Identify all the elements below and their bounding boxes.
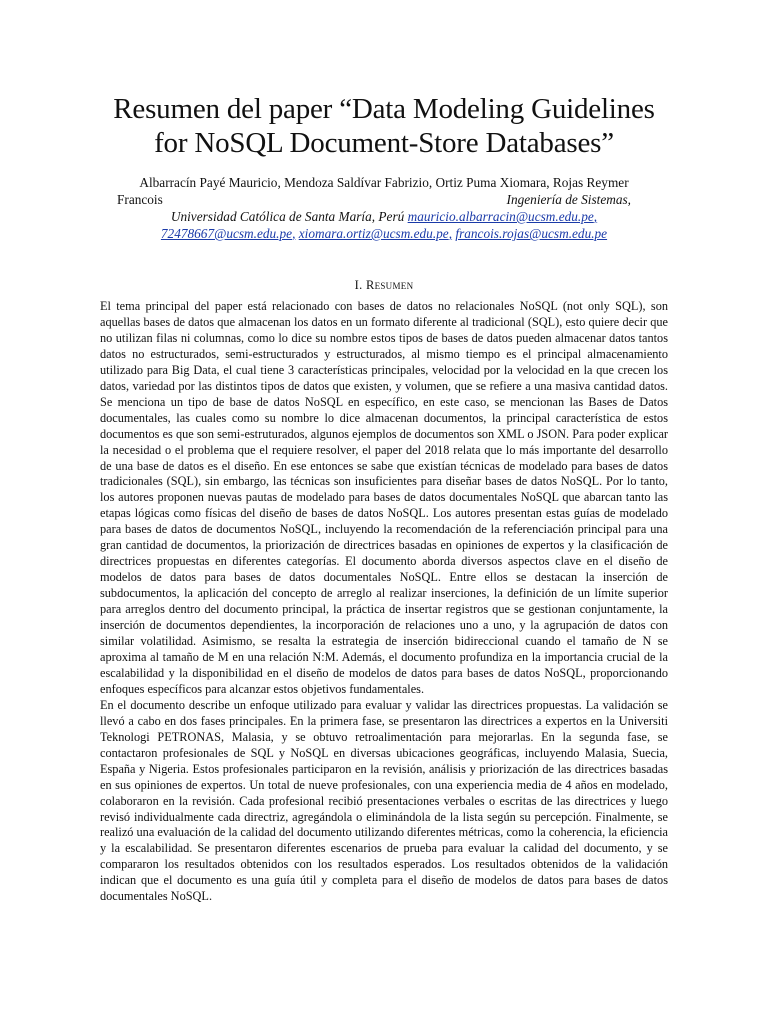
- body-paragraph: En el documento describe un enfoque utilizado para evaluar y validar las directrices propuestas. La validación se llevó a cabo en dos fases principales. En la primera fase, se presentaron las directrices a expertos en la Universiti Teknologi PETRONAS, Malasia, y se obtuvo retroalimentación para mejorarlas. En la segunda fase, se contactaron profesionales de SQL y NoSQL en diversas ubicaciones geográficas, incluyendo Malasia, Suecia, España y Nigeria. Estos profesionales participaron en la revisión, análisis y priorización de las directrices basadas en sus opiniones de expertos. Un total de nueve profesionales, con una experiencia media de 4 años en modelado, colaboraron en la revisión. Cada profesional recibió presentaciones verbales o escritas de las directrices y luego revisó individualmente cada directriz, agregándola o eliminándola de la lista según su percepción. Finalmente, se realizó una evaluación de la calidad del documento utilizando diferentes métricas, como la coherencia, la eficiencia y la escalabilidad. Se presentaron diferentes escenarios de prueba para evaluar la calidad del documento, y se compararon los resultados obtenidos con los resultados esperados. Los resultados obtenidos de la validación indican que el documento es una guía útil y completa para el diseño de modelos de datos para bases de datos documentales NoSQL.: [100, 697, 668, 904]
- section-title: Resumen: [365, 278, 414, 292]
- university-name: Universidad Católica de Santa María, Perú: [170, 209, 405, 224]
- author-names: Albarracín Payé Mauricio, Mendoza Saldívar Fabrizio, Ortiz Puma Xiomara, Rojas Reymer: [139, 175, 629, 190]
- email-link[interactable]: francois.rojas@ucsm.edu.pe: [455, 226, 608, 241]
- section-number: I.: [354, 278, 363, 292]
- affiliation-line: Universidad Católica de Santa María, Perú mauricio.albarracin@ucsm.edu.pe,: [170, 209, 598, 224]
- title-line-1: Resumen del paper “Data Modeling Guidelines: [113, 93, 655, 125]
- email-line: 72478667@ucsm.edu.pe, xiomara.ortiz@ucsm.edu.pe, francois.rojas@ucsm.edu.pe: [160, 226, 608, 241]
- author-department: Ingeniería de Sistemas,: [506, 192, 631, 207]
- body-paragraph: El tema principal del paper está relacionado con bases de datos no relacionales NoSQL (not only SQL), son aquellas bases de datos que almacenan los datos en un formato diferente al tradicional (SQL), esto quiere decir que no utilizan filas ni columnas, como lo dice su nombre estos tipos de bases de datos pueden almacenar datos tantos datos no estructurados, semi-estructurados y estructurados, al mismo tiempo es el principal almacenamiento utilizado para Big Data, el cual tiene 3 características principales, velocidad por la velocidad en la que crecen los datos, variedad por las distintos tipos de datos que existen, y volumen, que se refiere a una masiva cantidad datos. Se menciona un tipo de base de datos NoSQL en específico, en este caso, se mencionan las Bases de Datos documentales, las cuales como su nombre lo dice almacenan documentos, la principal característica de estos documentos es que son semi-estruturados, algunos ejemplos de documentos son XML o JSON. Para poder explicar la necesidad o el problema que el requiere resolver, el paper del 2018 relata que lo más importante del desarrollo de una base de datos es el diseño. En ese entonces se sabe que existían técnicas de modelado para bases de datos tradicionales (SQL), sin embargo, las técnicas son insuficientes para diseñar bases de datos NoSQL. Por lo tanto, los autores proponen nuevas pautas de modelado para bases de datos documentales NoSQL que abarcan tanto las etapas lógicas como físicas del diseño de bases de datos NoSQL. Los autores presentan estas guías de modelado para bases de datos de documentos NoSQL, incluyendo la recomendación de la referenciación principal para una gran cantidad de documentos, la priorización de directrices basadas en opiniones de expertos y la clasificación de directrices propuestas en diferentes categorías. El documento aborda diversos aspectos clave en el diseño de modelos de datos para bases de datos documentales NoSQL. Entre ellos se destacan la inserción de subdocumentos, la aplicación del concepto de arreglo al realizar inserciones, la definición de un límite superior para arreglos dentro del documento principal, la práctica de insertar registros que se gestionan conjuntamente, la inserción de documentos dependientes, la incorporación de relaciones uno a uno, y la agrupación de datos con similar volatilidad. Asimismo, se resalta la estrategia de inserción bidireccional cuando el tamaño de N se aproxima al tamaño de M en una relación N:M. Además, el documento profundiza en la importancia crucial de la escalabilidad y la disponibilidad en el diseño de modelos de datos para bases de datos NoSQL, proporcionando enfoques específicos para alcanzar estos objetivos fundamentales.: [100, 299, 668, 696]
- email-link[interactable]: mauricio.albarracin@ucsm.edu.pe: [407, 209, 594, 224]
- section-heading: [100, 278, 668, 293]
- email-link[interactable]: xiomara.ortiz@ucsm.edu.pe: [298, 226, 449, 241]
- author-names-continued: [100, 191, 668, 208]
- abstract-body: [100, 299, 668, 905]
- paper-title: [100, 92, 668, 160]
- title-line-2: for NoSQL Document-Store Databases”: [154, 127, 614, 159]
- email-link[interactable]: 72478667@ucsm.edu.pe: [160, 226, 293, 241]
- author-name-tail: Francois: [117, 192, 163, 207]
- author-block: [100, 174, 668, 242]
